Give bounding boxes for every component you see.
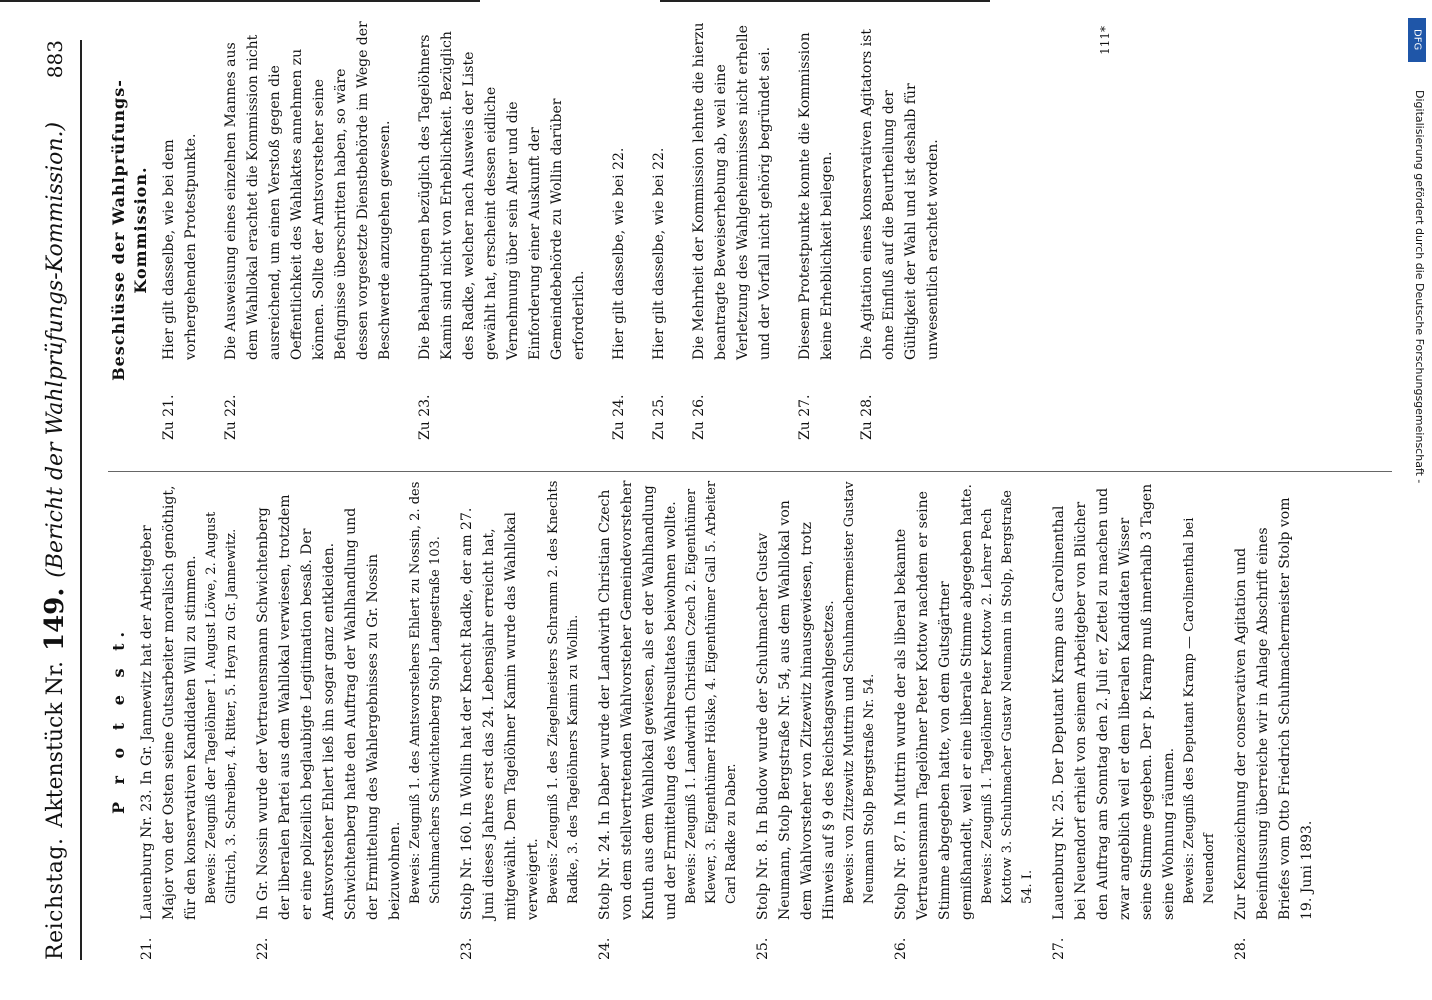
protest-item-evidence: Beweis: Zeugniß 1. des Ziegelmeisters Schramm 2. des Knechts Radke, 3. des Tagelöhners Kamin zu Wollin. (546, 480, 581, 904)
decision-item (794, 20, 838, 440)
decision-item (158, 20, 202, 440)
decision-ref: Zu 22. (223, 394, 239, 440)
protest-item-text: Stolp Nr. 87. In Muttrin wurde der als liberal bekannte Vertrauensmann Tagelöhner Peter Kottow nachdem er seine Stimme abgegeben hatte, von dem Gutsgärtner gemißhandelt, weil er eine liberale Stimme abgegeben hatte. (893, 484, 975, 920)
decisions-title: Beschlüsse der Wahlprüfungs-Kommission. (109, 79, 150, 381)
protest-item-number: 25. (755, 937, 771, 960)
protest-item-number: 27. (1051, 937, 1067, 960)
decision-item (648, 20, 670, 440)
decision-text: Die Behauptungen bezüglich des Tagelöhners Kamin sind nicht von Erheblichkeit. Bezüglich des Radke, welcher nach Ausweis der Liste gewählt hat, erscheint dessen eidliche Vernehmung über sein Alter und die Einforderung einer Auskunft der Gemeindebehörde zu Wollin darüber erforderlich. (417, 31, 587, 360)
decision-text: Die Agitation eines konservativen Agitators ist ohne Einfluß auf die Beurtheilung der Gültigkeit der Wahl und ist deshalb für unwesentlich erachtet worden. (859, 29, 941, 360)
decision-ref: Zu 21. (161, 394, 177, 440)
protest-item (456, 480, 584, 960)
protest-item-text: Zur Kennzeichnung der conservativen Agitation und Beeinflussung überreiche wir in Anlage Abschrift eines Briefes vom Otto Friedrich Schuhmachermeister Stolp vom 19. Juni 1893. (1233, 497, 1315, 920)
protest-item-text: Lauenburg Nr. 25. Der Deputant Kramp aus Carolinenthal bei Neuendorf erhielt von seinem Arbeitgeber von Blücher den Auftrag am Sonntag den 2. Juli er, Zettel zu machen und zwar angeblich weil er dem liberalen Kandidaten Wisser seine Stimme gegeben. Der p. Kramp muß innerhalb 3 Tagen seine Wohnung räumen. (1051, 483, 1177, 920)
digitization-credit (1412, 90, 1428, 990)
dfg-logo: DFG (1408, 18, 1426, 62)
protest-item (136, 480, 242, 960)
page-number: 883 (43, 40, 67, 79)
decision-ref: Zu 25. (651, 394, 667, 440)
decisions-column (108, 20, 1392, 440)
protest-item-evidence: Beweis: von Zitzewitz Muttrin und Schuhmachermeister Gustav Neumann Stolp Bergstraße Nr. 54. (842, 481, 877, 904)
protest-item-text: Stolp Nr. 160. In Wollin hat der Knecht Radke, der am 27. Juni dieses Jahres erst das 24. Lebensjahr erreicht hat, mitgewählt. Dem Tagelöhner Kamin wurde das Wahllokal verweigert. (459, 507, 541, 920)
decision-item (414, 20, 590, 440)
decision-ref: Zu 23. (417, 394, 433, 440)
header-aktenstueck: Aktenstück Nr. (42, 661, 68, 828)
digitization-credit-text: Digitalisierung gefördert durch die Deutsche Forschungsgemeinschaft - (1413, 90, 1426, 484)
protest-column (108, 480, 1392, 960)
protest-item (594, 480, 742, 960)
protest-item-number: 26. (893, 937, 909, 960)
protest-item-number: 22. (255, 937, 271, 960)
protest-item-text: Lauenburg Nr. 23. In Gr. Jannewitz hat der Arbeitgeber Major von der Osten seine Gutsarbeiter moralisch genöthigt, für den konservativen Kandidaten Will zu stimmen. (139, 485, 199, 920)
header-left: Reichstag. (42, 837, 68, 960)
decision-ref: Zu 26. (691, 394, 707, 440)
decision-ref: Zu 28. (859, 394, 875, 440)
protest-item-evidence: Beweis: Zeugniß der Tagelöhner 1. August Löwe, 2. August Giltrich, 3. Schreiber, 4. Ritter, 5. Heyn zu Gr. Jannewitz. (204, 511, 239, 904)
decision-text: Hier gilt dasselbe, wie bei 22. (611, 147, 627, 360)
protest-item-evidence: Beweis: Zeugniß 1. Tagelöhner Peter Kottow 2. Lehrer Pech Kottow 3. Schuhmacher Gustav Neumann in Stolp, Bergstraße 54. I. (980, 490, 1035, 904)
header-title: (Bericht der Wahlprüfungs-Kommission.) (42, 121, 68, 578)
page-header (30, 40, 80, 960)
header-number: 149. (40, 587, 70, 652)
protest-item-evidence: Beweis: Zeugniß 1. Landwirth Christian Czech 2. Eigenthümer Klewer, 3. Eigenthümer Hölske, 4. Eigenthümer Gall 5. Arbeiter Carl Radke zu Daber. (684, 480, 739, 904)
protest-item-text: Stolp Nr. 8. In Budow wurde der Schuhmacher Gustav Neumann, Stolp Bergstraße Nr. 54, aus dem Wahllokal von dem Wahlvorsteher von Zitzewitz hinausgewiesen, trotz Hinweis auf § 9 des Reichstagswahlgesetzes. (755, 500, 837, 920)
protest-item (890, 480, 1038, 960)
decision-item (856, 20, 944, 440)
column-divider (108, 471, 1392, 472)
protest-item (252, 480, 446, 960)
protest-title: P r o t e s t. (109, 625, 128, 815)
decision-ref: Zu 24. (611, 394, 627, 440)
protest-item-evidence: Beweis: Zeugniß des Deputant Kramp — Carolinenthal bei Neuendorf (1182, 517, 1217, 904)
protest-item-text: Stolp Nr. 24. In Daber wurde der Landwirth Christian Czech von dem stellvertretenden Wahlvorsteher Gemeindevorsteher Knuth aus dem Wahllokal gewiesen, als er der Wahlhandlung und der Ermittelung des Wahlresultates beiwohnen wollte. (597, 480, 679, 920)
decision-text: Die Ausweisung eines einzelnen Mannes aus dem Wahllokal erachtet die Kommission nicht ausreichend, um einen Verstoß gegen die Oeffentlichkeit des Wahlaktes annehmen zu können. Sollte der Amtsvorsteher seine Befugnisse überschritten haben, so wäre dessen vorgesetzte Dienstbehörde im Wege der Beschwerde anzugehen gewesen. (223, 21, 393, 360)
protest-item-number: 21. (139, 937, 155, 960)
protest-item (1048, 480, 1220, 960)
protest-item-evidence: Beweis: Zeugniß 1. des Amtsvorstehers Ehlert zu Nossin, 2. des Schuhmachers Schwichtenberg Stolp Langestraße 103. (408, 481, 443, 904)
protest-item (752, 480, 880, 960)
protest-item-number: 23. (459, 937, 475, 960)
protest-item-number: 28. (1233, 937, 1249, 960)
decision-ref: Zu 27. (797, 394, 813, 440)
decision-item (688, 20, 776, 440)
signature-mark: 111* (1098, 26, 1112, 55)
header-rule (80, 40, 82, 960)
decision-item (220, 20, 396, 440)
protest-item (1230, 480, 1318, 960)
protest-item-text: In Gr. Nossin wurde der Vertrauensmann Schwichtenberg der liberalen Partei aus dem Wahllokal verwiesen, trotzdem er eine polizeilich beglaubigte Legitimation besaß. Der Amtsvorsteher Ehlert ließ ihn sogar ganz entkleiden. Schwichtenberg hatte den Auftrag der Wahlhandlung und der Ermittelung des Wahlergebnisses zu Gr. Nossin beizuwohnen. (255, 494, 403, 920)
protest-item-number: 24. (597, 937, 613, 960)
decision-text: Hier gilt dasselbe, wie bei dem vorhergehenden Protestpunkte. (161, 133, 199, 360)
decision-item (608, 20, 630, 440)
decision-text: Diesem Protestpunkte konnte die Kommission keine Erheblichkeit beilegen. (797, 32, 835, 360)
decision-text: Die Mehrheit der Kommission lehnte die hierzu beantragte Beweiserhebung ab, weil eine Verletzung des Wahlgeheimnisses nicht erhelle und der Vorfall nicht gehörig begründet sei. (691, 22, 773, 360)
decision-text: Hier gilt dasselbe, wie bei 22. (651, 147, 667, 360)
